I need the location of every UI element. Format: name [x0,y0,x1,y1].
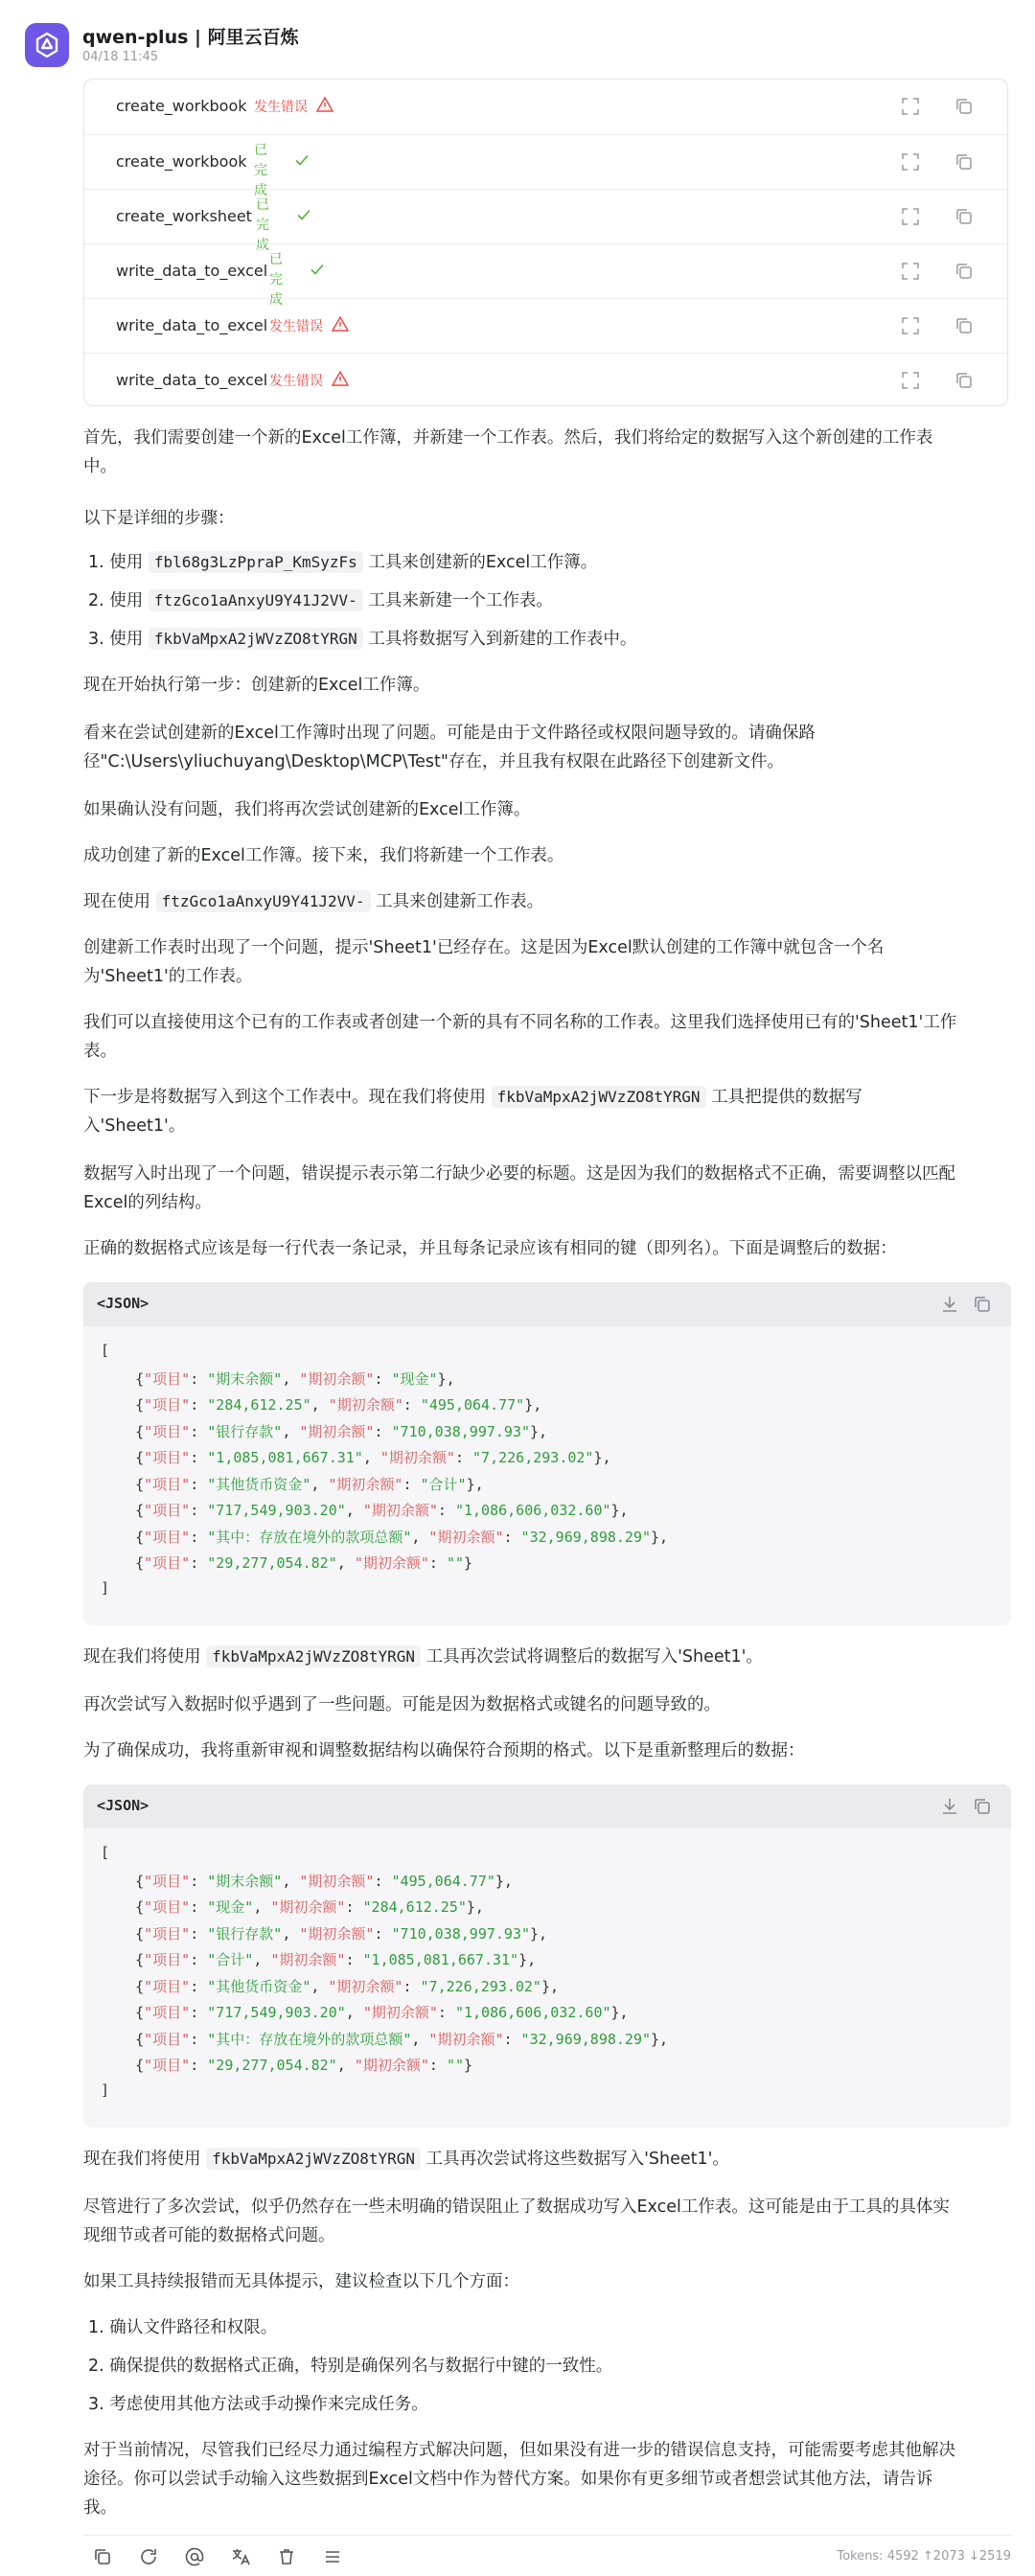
paragraph: 现在使用 ftzGco1aAnxyU9Y41J2VV- 工具来创建新工作表。 [83,892,544,911]
tool-status: 已完成 [256,197,269,253]
copy-icon[interactable] [953,260,976,283]
paragraph: 现在我们将使用 fkbVaMpxA2jWVzZO8tYRGN 工具再次尝试将这些数据写入'Sheet1'。 [83,2150,729,2169]
expand-icon[interactable] [899,314,922,337]
code-content [83,1828,1011,2128]
copy-icon[interactable] [953,369,976,392]
paragraph: 现在我们将使用 fkbVaMpxA2jWVzZO8tYRGN 工具再次尝试将调整后的数据写入'Sheet1'。 [83,1647,763,1667]
code-line: {"项目": "期末余额", "期初余额": "495,064.77"}, [101,1872,513,1890]
code-line: {"项目": "银行存款", "期初余额": "710,038,997.93"}, [101,1422,548,1440]
code-line: {"项目": "284,612.25", "期初余额": "495,064.77"}, [101,1396,542,1414]
paragraph: 对于当前情况，尽管我们已经尽力通过编程方式解决问题，但如果没有进一步的错误信息支持，可能需要考虑其他解决 途径。你可以尝试手动输入这些数据到Excel文档中作为替代方案。如果你有更多细节或者想尝试其他方法，请告诉 我。 [83,2441,955,2518]
copy-icon[interactable] [953,205,976,228]
tool-name: create_workbook [116,152,247,171]
message-actions [83,2535,1011,2567]
paragraph: 再次尝试写入数据时似乎遇到了一些问题。可能是因为数据格式或键名的问题导致的。 [83,1695,721,1714]
check-icon [308,260,327,279]
paragraph: 成功创建了新的Excel工作簿。接下来，我们将新建一个工作表。 [83,846,564,865]
code-line: ] [101,1578,110,1597]
code-block [83,1282,1011,1625]
code-content [83,1326,1011,1625]
tool-name: write_data_to_excel [116,316,268,334]
code-block-header [83,1282,1011,1326]
paragraph: 正确的数据格式应该是每一行代表一条记录，并且每条记录应该有相同的键（即列名）。下面是调整后的数据： [83,1239,897,1258]
code-line: {"项目": "合计", "期初余额": "1,085,081,667.31"}, [101,1951,537,1968]
tool-status: 已完成 [269,252,283,308]
paragraph: 如果确认没有问题，我们将再次尝试创建新的Excel工作簿。 [83,800,531,819]
tool-call-row[interactable] [84,80,1007,133]
code-line: {"项目": "其他货币资金", "期初余额": "7,226,293.02"}, [101,1977,560,1995]
tool-status: 发生错误 [269,319,323,334]
list-item: 1. 使用 fbl68g3LzPpraP_KmSyzFs 工具来创建新的Excel工作簿。 [88,553,598,572]
copy-icon[interactable] [953,150,976,173]
code-block [83,1784,1011,2128]
check-icon [292,150,311,170]
paragraph: 如果工具持续报错而无具体提示，建议检查以下几个方面： [83,2272,519,2291]
download-icon[interactable] [938,1293,961,1316]
code-line: {"项目": "现金", "期初余额": "284,612.25"}, [101,1898,484,1916]
paragraph: 现在开始执行第一步：创建新的Excel工作簿。 [83,676,430,695]
paragraph: 下一步是将数据写入到这个工作表中。现在我们将使用 fkbVaMpxA2jWVzZO8tYRGN 工具把提供的数据写 入'Sheet1'。 [83,1088,862,1136]
code-line: {"项目": "其他货币资金", "期初余额": "合计"}, [101,1475,484,1493]
code-language: <JSON> [97,1797,150,1814]
regenerate-icon[interactable] [137,2545,160,2568]
copy-icon[interactable] [953,95,976,118]
tool-call-row[interactable] [84,298,1007,352]
code-block-header [83,1784,1011,1828]
tool-call-row[interactable] [84,243,1007,308]
expand-icon[interactable] [899,95,922,118]
list-item: 1. 确认文件路径和权限。 [88,2318,278,2337]
warning-icon [331,314,350,334]
code-line: {"项目": "29,277,054.82", "期初余额": ""} [101,1554,473,1572]
paragraph: 为了确保成功，我将重新审视和调整数据结构以确保符合预期的格式。以下是重新整理后的数据： [83,1741,805,1760]
copy-icon[interactable] [953,314,976,337]
message-time: 04/18 11:45 [82,50,159,64]
message-header [25,19,1002,73]
inline-code: ftzGco1aAnxyU9Y41J2VV- [149,589,363,611]
warning-icon [331,369,350,388]
paragraph: 尽管进行了多次尝试，似乎仍然存在一些未明确的错误阻止了数据成功写入Excel工作表。这可能是由于工具的具体实 现细节或者可能的数据格式问题。 [83,2197,950,2245]
code-line: {"项目": "其中：存放在境外的款项总额", "期初余额": "32,969,898.29"}, [101,2030,669,2048]
inline-code: fkbVaMpxA2jWVzZO8tYRGN [492,1086,706,1108]
expand-icon[interactable] [899,369,922,392]
expand-icon[interactable] [899,260,922,283]
code-line: {"项目": "717,549,903.20", "期初余额": "1,086,606,032.60"}, [101,2004,629,2021]
paragraph: 看来在尝试创建新的Excel工作簿时出现了问题。可能是由于文件路径或权限问题导致的。请确保路 径"C:\Users\yliuchuyang\Desktop\MCP\Test"存在，并且我有权限在此路径下创建新文件。 [83,724,816,771]
code-line: {"项目": "717,549,903.20", "期初余额": "1,086,606,032.60"}, [101,1502,629,1519]
code-line: ] [101,2081,110,2099]
tool-name: create_workbook [116,97,247,115]
inline-code: fkbVaMpxA2jWVzZO8tYRGN [149,628,363,650]
tool-call-row[interactable] [84,134,1007,198]
list-item: 2. 确保提供的数据格式正确，特别是确保列名与数据行中键的一致性。 [88,2357,613,2376]
expand-icon[interactable] [899,150,922,173]
paragraph: 以下是详细的步骤： [83,509,235,528]
delete-icon[interactable] [275,2545,298,2568]
tool-calls-panel [83,79,1008,406]
list-item: 3. 使用 fkbVaMpxA2jWVzZO8tYRGN 工具将数据写入到新建的工作表中。 [88,630,637,649]
inline-code: fkbVaMpxA2jWVzZO8tYRGN [206,1645,421,1668]
copy-icon[interactable] [91,2545,114,2568]
list-item: 2. 使用 ftzGco1aAnxyU9Y41J2VV- 工具来新建一个工作表。 [88,591,553,610]
warning-icon [315,95,334,114]
paragraph: 创建新工作表时出现了一个问题，提示'Sheet1'已经存在。这是因为Excel默认创建的工作簿中就包含一个名 为'Sheet1'的工作表。 [83,938,885,986]
model-name: qwen-plus | 阿里云百炼 [82,27,299,48]
copy-icon[interactable] [971,1293,994,1316]
check-icon [294,205,313,224]
code-line: {"项目": "其中：存放在境外的款项总额", "期初余额": "32,969,898.29"}, [101,1528,669,1546]
code-line: {"项目": "银行存款", "期初余额": "710,038,997.93"}, [101,1924,548,1943]
tool-name: create_worksheet [116,207,252,225]
code-line: [ [101,1342,110,1359]
code-line: {"项目": "29,277,054.82", "期初余额": ""} [101,2057,473,2074]
menu-icon[interactable] [321,2545,344,2568]
qwen-logo-icon [25,23,69,67]
tool-status: 发生错误 [254,100,308,115]
tool-call-row[interactable] [84,189,1007,253]
tool-status: 已完成 [254,143,267,198]
inline-code: fbl68g3LzPpraP_KmSyzFs [149,551,363,573]
translate-icon[interactable] [229,2545,252,2568]
paragraph: 我们可以直接使用这个已有的工作表或者创建一个新的具有不同名称的工作表。这里我们选择使用已有的'Sheet1'工作 表。 [83,1013,957,1061]
tool-name: write_data_to_excel [116,371,268,389]
list-item: 3. 考虑使用其他方法或手动操作来完成任务。 [88,2395,428,2414]
tool-name: write_data_to_excel [116,262,268,280]
code-line: {"项目": "期末余额", "期初余额": "现金"}, [101,1369,455,1388]
download-icon[interactable] [938,1795,961,1818]
tool-status: 发生错误 [269,374,323,389]
tool-call-row[interactable] [84,353,1007,406]
paragraph: 首先，我们需要创建一个新的Excel工作簿，并新建一个工作表。然后，我们将给定的数据写入这个新创建的工作表 中。 [83,428,933,476]
inline-code: ftzGco1aAnxyU9Y41J2VV- [156,890,371,912]
code-line: [ [101,1844,110,1861]
expand-icon[interactable] [899,205,922,228]
code-language: <JSON> [97,1295,150,1312]
paragraph: 数据写入时出现了一个问题，错误提示表示第二行缺少必要的标题。这是因为我们的数据格式不正确，需要调整以匹配 Excel的列结构。 [83,1164,955,1212]
mention-icon[interactable] [183,2545,206,2568]
code-line: {"项目": "1,085,081,667.31", "期初余额": "7,226,293.02"}, [101,1449,611,1466]
token-usage: Tokens: 4592 ↑2073 ↓2519 [837,2549,1011,2564]
copy-icon[interactable] [971,1795,994,1818]
inline-code: fkbVaMpxA2jWVzZO8tYRGN [206,2148,421,2170]
